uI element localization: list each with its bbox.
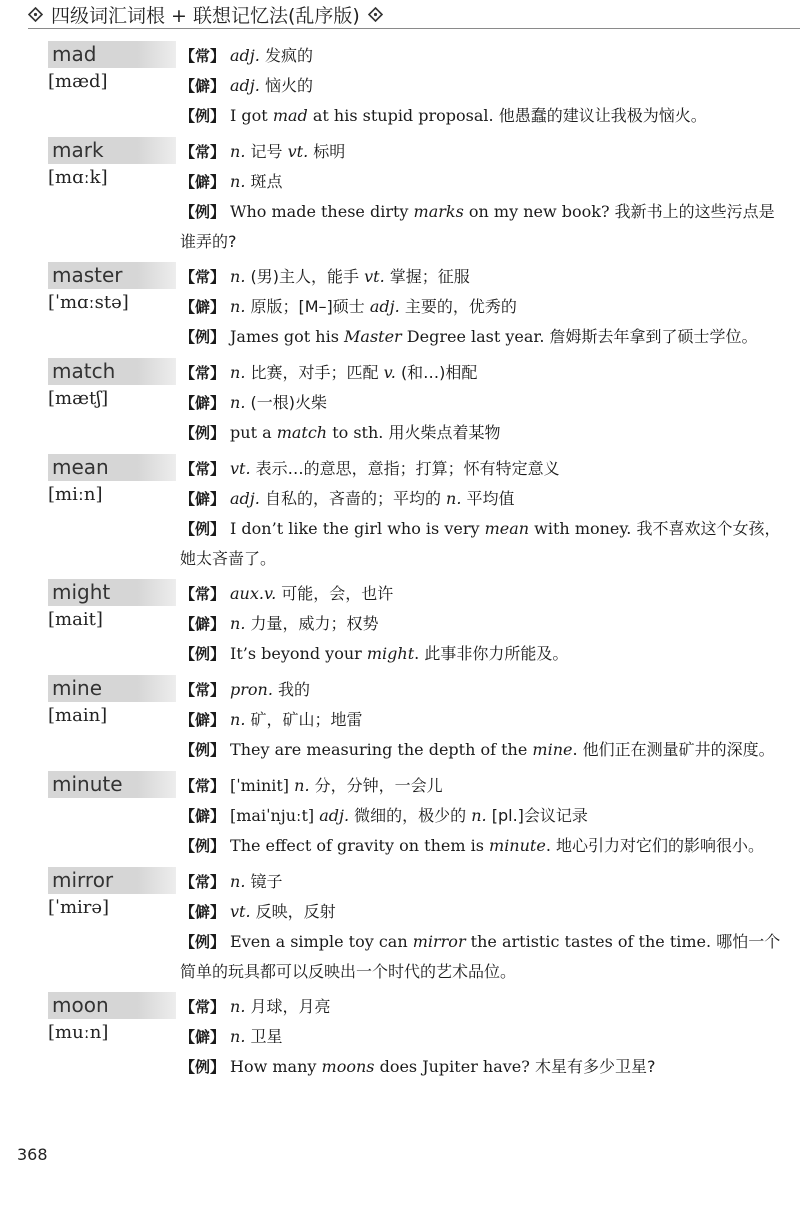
headword: mine [48, 675, 176, 702]
headword: master [48, 262, 176, 289]
rare-definition [180, 705, 788, 735]
part-of-speech: aux.v. [230, 584, 277, 603]
page-number: 368 [17, 1145, 48, 1164]
example-keyword: Master [344, 327, 402, 346]
meaning: 主要的，优秀的 [404, 297, 517, 316]
example-text: does Jupiter have? [374, 1057, 530, 1076]
rare-tag: 【僻】 [180, 490, 226, 508]
example-text: on my new book? [463, 202, 610, 221]
part-of-speech: n. [230, 297, 246, 316]
example-text: Even a simple toy can [230, 932, 413, 951]
example-sentence [180, 831, 788, 861]
example-keyword: mean [484, 519, 530, 538]
headword: mark [48, 137, 176, 164]
meaning: 分，分钟，一会儿 [314, 776, 443, 795]
diamond-ornament-icon [368, 7, 383, 22]
part-of-speech: vt. [230, 902, 251, 921]
rare-definition [180, 292, 788, 322]
diamond-ornament-icon [28, 7, 43, 22]
rare-tag: 【僻】 [180, 711, 226, 729]
phonetic: [mait] [48, 609, 103, 630]
phonetic: [main] [48, 705, 108, 726]
example-sentence [180, 735, 788, 765]
entry-mark [48, 137, 788, 256]
common-tag: 【常】 [180, 585, 226, 603]
meaning: 表示…的意思，意指；打算；怀有特定意义 [255, 459, 560, 478]
meaning: 平均值 [466, 489, 515, 508]
example-keyword: minute [489, 836, 546, 855]
example-tag: 【例】 [180, 107, 226, 125]
part-of-speech: vt. [230, 459, 251, 478]
meaning: 月球，月亮 [250, 997, 331, 1016]
example-tag: 【例】 [180, 520, 226, 538]
common-tag: 【常】 [180, 681, 226, 699]
example-text: It’s beyond your [230, 644, 367, 663]
example-translation: 他们正在测量矿井的深度。 [582, 740, 775, 759]
rare-tag: 【僻】 [180, 615, 226, 633]
example-tag: 【例】 [180, 645, 226, 663]
example-keyword: mad [272, 106, 308, 125]
meaning: 镜子 [250, 872, 283, 891]
rare-tag: 【僻】 [180, 77, 226, 95]
rare-definition [180, 484, 788, 514]
common-definition [180, 358, 788, 388]
example-text: . [572, 740, 578, 759]
rare-tag: 【僻】 [180, 394, 226, 412]
example-text: James got his [230, 327, 345, 346]
example-translation: 詹姆斯去年拿到了硕士学位。 [549, 327, 758, 346]
entry-master [48, 262, 788, 352]
part-of-speech: vt. [364, 267, 385, 286]
phonetic: [muːn] [48, 1022, 109, 1043]
example-text: to sth. [327, 423, 384, 442]
example-tag: 【例】 [180, 933, 226, 951]
phonetic: [mæd] [48, 71, 108, 92]
rare-tag: 【僻】 [180, 903, 226, 921]
phonetic: [mætʃ] [48, 388, 109, 409]
part-of-speech: n. [230, 1027, 246, 1046]
common-definition [180, 675, 788, 705]
part-of-speech: v. [383, 363, 396, 382]
example-sentence [180, 418, 788, 448]
meaning: 比赛，对手；匹配 [250, 363, 379, 382]
part-of-speech: n. [230, 142, 246, 161]
example-tag: 【例】 [180, 424, 226, 442]
example-keyword: mirror [412, 932, 466, 951]
example-sentence [180, 101, 788, 131]
running-header [28, 0, 800, 29]
example-text: with money. [529, 519, 632, 538]
meaning: 斑点 [250, 172, 283, 191]
example-translation: 此事非你力所能及。 [424, 644, 569, 663]
common-tag: 【常】 [180, 268, 226, 286]
rare-tag: 【僻】 [180, 1028, 226, 1046]
common-definition [180, 992, 788, 1022]
part-of-speech: n. [230, 710, 246, 729]
headword: minute [48, 771, 176, 798]
example-text: . [414, 644, 420, 663]
meaning: 卫星 [250, 1027, 283, 1046]
entry-list [48, 41, 788, 1088]
rare-tag: 【僻】 [180, 298, 226, 316]
example-text: How many [230, 1057, 322, 1076]
example-tag: 【例】 [180, 1058, 226, 1076]
common-definition [180, 137, 788, 167]
common-definition [180, 867, 788, 897]
example-text: The effect of gravity on them is [230, 836, 490, 855]
common-tag: 【常】 [180, 873, 226, 891]
common-tag: 【常】 [180, 460, 226, 478]
meaning: 微细的，极少的 [354, 806, 467, 825]
entry-mean [48, 454, 788, 573]
part-of-speech: n. [294, 776, 310, 795]
example-translation: 用火柴点着某物 [388, 423, 501, 442]
part-of-speech: n. [230, 872, 246, 891]
part-of-speech: vt. [287, 142, 309, 161]
example-text: I got [230, 106, 273, 125]
rare-definition [180, 897, 788, 927]
example-tag: 【例】 [180, 837, 226, 855]
headword: moon [48, 992, 176, 1019]
entry-might [48, 579, 788, 669]
example-text: put a [230, 423, 277, 442]
header-title: 四级词汇词根 + 联想记忆法(乱序版) [51, 4, 360, 27]
example-translation: 木星有多少卫星? [534, 1057, 656, 1076]
example-sentence [180, 514, 788, 573]
rare-tag: 【僻】 [180, 807, 226, 825]
example-sentence [180, 927, 788, 986]
example-text: the artistic tastes of the time. [465, 932, 712, 951]
common-definition [180, 41, 788, 71]
example-translation: 他愚蠢的建议让我极为恼火。 [498, 106, 707, 125]
definition-phonetic: [ˈminit] [230, 776, 290, 795]
part-of-speech: adj. [369, 297, 400, 316]
common-definition [180, 454, 788, 484]
example-sentence [180, 197, 788, 256]
common-tag: 【常】 [180, 364, 226, 382]
headword: mad [48, 41, 176, 68]
part-of-speech: n. [230, 614, 246, 633]
meaning: 记号 [250, 142, 283, 161]
common-tag: 【常】 [180, 998, 226, 1016]
example-text: Degree last year. [401, 327, 545, 346]
meaning: 我的 [278, 680, 311, 699]
entry-moon [48, 992, 788, 1082]
meaning: 掌握；征服 [389, 267, 470, 286]
part-of-speech: n. [230, 172, 246, 191]
example-keyword: might [366, 644, 415, 663]
meaning: 力量，威力；权势 [250, 614, 379, 633]
meaning: 发疯的 [264, 46, 313, 65]
meaning: 矿，矿山；地雷 [250, 710, 363, 729]
example-text: Who made these dirty [230, 202, 414, 221]
phonetic: [ˈmɑːstə] [48, 292, 129, 313]
example-tag: 【例】 [180, 741, 226, 759]
part-of-speech: pron. [230, 680, 273, 699]
common-definition [180, 579, 788, 609]
example-keyword: marks [413, 202, 464, 221]
meaning: [pl.]会议记录 [491, 806, 588, 825]
example-keyword: mine [532, 740, 573, 759]
part-of-speech: n. [230, 393, 246, 412]
part-of-speech: adj. [230, 489, 260, 508]
common-tag: 【常】 [180, 47, 226, 65]
rare-definition [180, 71, 788, 101]
common-tag: 【常】 [180, 143, 226, 161]
entry-mad [48, 41, 788, 131]
phonetic: [ˈmirə] [48, 897, 110, 918]
part-of-speech: n. [230, 997, 246, 1016]
headword: might [48, 579, 176, 606]
entry-minute [48, 771, 788, 861]
example-keyword: moons [321, 1057, 375, 1076]
example-keyword: match [276, 423, 328, 442]
rare-definition [180, 609, 788, 639]
meaning: 标明 [313, 142, 346, 161]
part-of-speech: n. [446, 489, 462, 508]
example-translation: 地心引力对它们的影响很小。 [556, 836, 765, 855]
entry-mine [48, 675, 788, 765]
meaning: 自私的，吝啬的；平均的 [264, 489, 441, 508]
rare-definition [180, 167, 788, 197]
rare-definition [180, 388, 788, 418]
meaning: 反映，反射 [255, 902, 336, 921]
headword: match [48, 358, 176, 385]
meaning: 可能，会，也许 [281, 584, 394, 603]
meaning: 恼火的 [264, 76, 313, 95]
part-of-speech: adj. [230, 76, 260, 95]
meaning: (男)主人，能手 [250, 267, 359, 286]
common-definition [180, 262, 788, 292]
common-tag: 【常】 [180, 777, 226, 795]
headword: mirror [48, 867, 176, 894]
meaning: (和…)相配 [400, 363, 478, 382]
example-text: I don’t like the girl who is very [230, 519, 485, 538]
part-of-speech: adj. [230, 46, 260, 65]
rare-definition [180, 1022, 788, 1052]
phonetic: [mɑːk] [48, 167, 108, 188]
rare-tag: 【僻】 [180, 173, 226, 191]
example-translation: 哪怕一个简单的玩具都可以反映出一个时代的艺术品位。 [180, 932, 781, 981]
headword: mean [48, 454, 176, 481]
part-of-speech: adj. [319, 806, 350, 825]
example-text: . [545, 836, 551, 855]
example-translation: 我不喜欢这个女孩，她太吝啬了。 [180, 519, 781, 568]
phonetic: [miːn] [48, 484, 103, 505]
meaning: (一根)火柴 [250, 393, 327, 412]
rare-definition [180, 801, 788, 831]
example-tag: 【例】 [180, 203, 226, 221]
example-translation: 我新书上的这些污点是谁弄的? [180, 202, 775, 251]
definition-phonetic: [maiˈnjuːt] [230, 806, 315, 825]
common-definition [180, 771, 788, 801]
entry-mirror [48, 867, 788, 986]
example-tag: 【例】 [180, 328, 226, 346]
part-of-speech: n. [230, 267, 246, 286]
example-sentence [180, 1052, 788, 1082]
part-of-speech: n. [230, 363, 246, 382]
entry-match [48, 358, 788, 448]
meaning: 原版；[M–]硕士 [250, 297, 365, 316]
example-text: at his stupid proposal. [307, 106, 494, 125]
part-of-speech: n. [471, 806, 487, 825]
example-text: They are measuring the depth of the [230, 740, 533, 759]
example-sentence [180, 322, 788, 352]
example-sentence [180, 639, 788, 669]
